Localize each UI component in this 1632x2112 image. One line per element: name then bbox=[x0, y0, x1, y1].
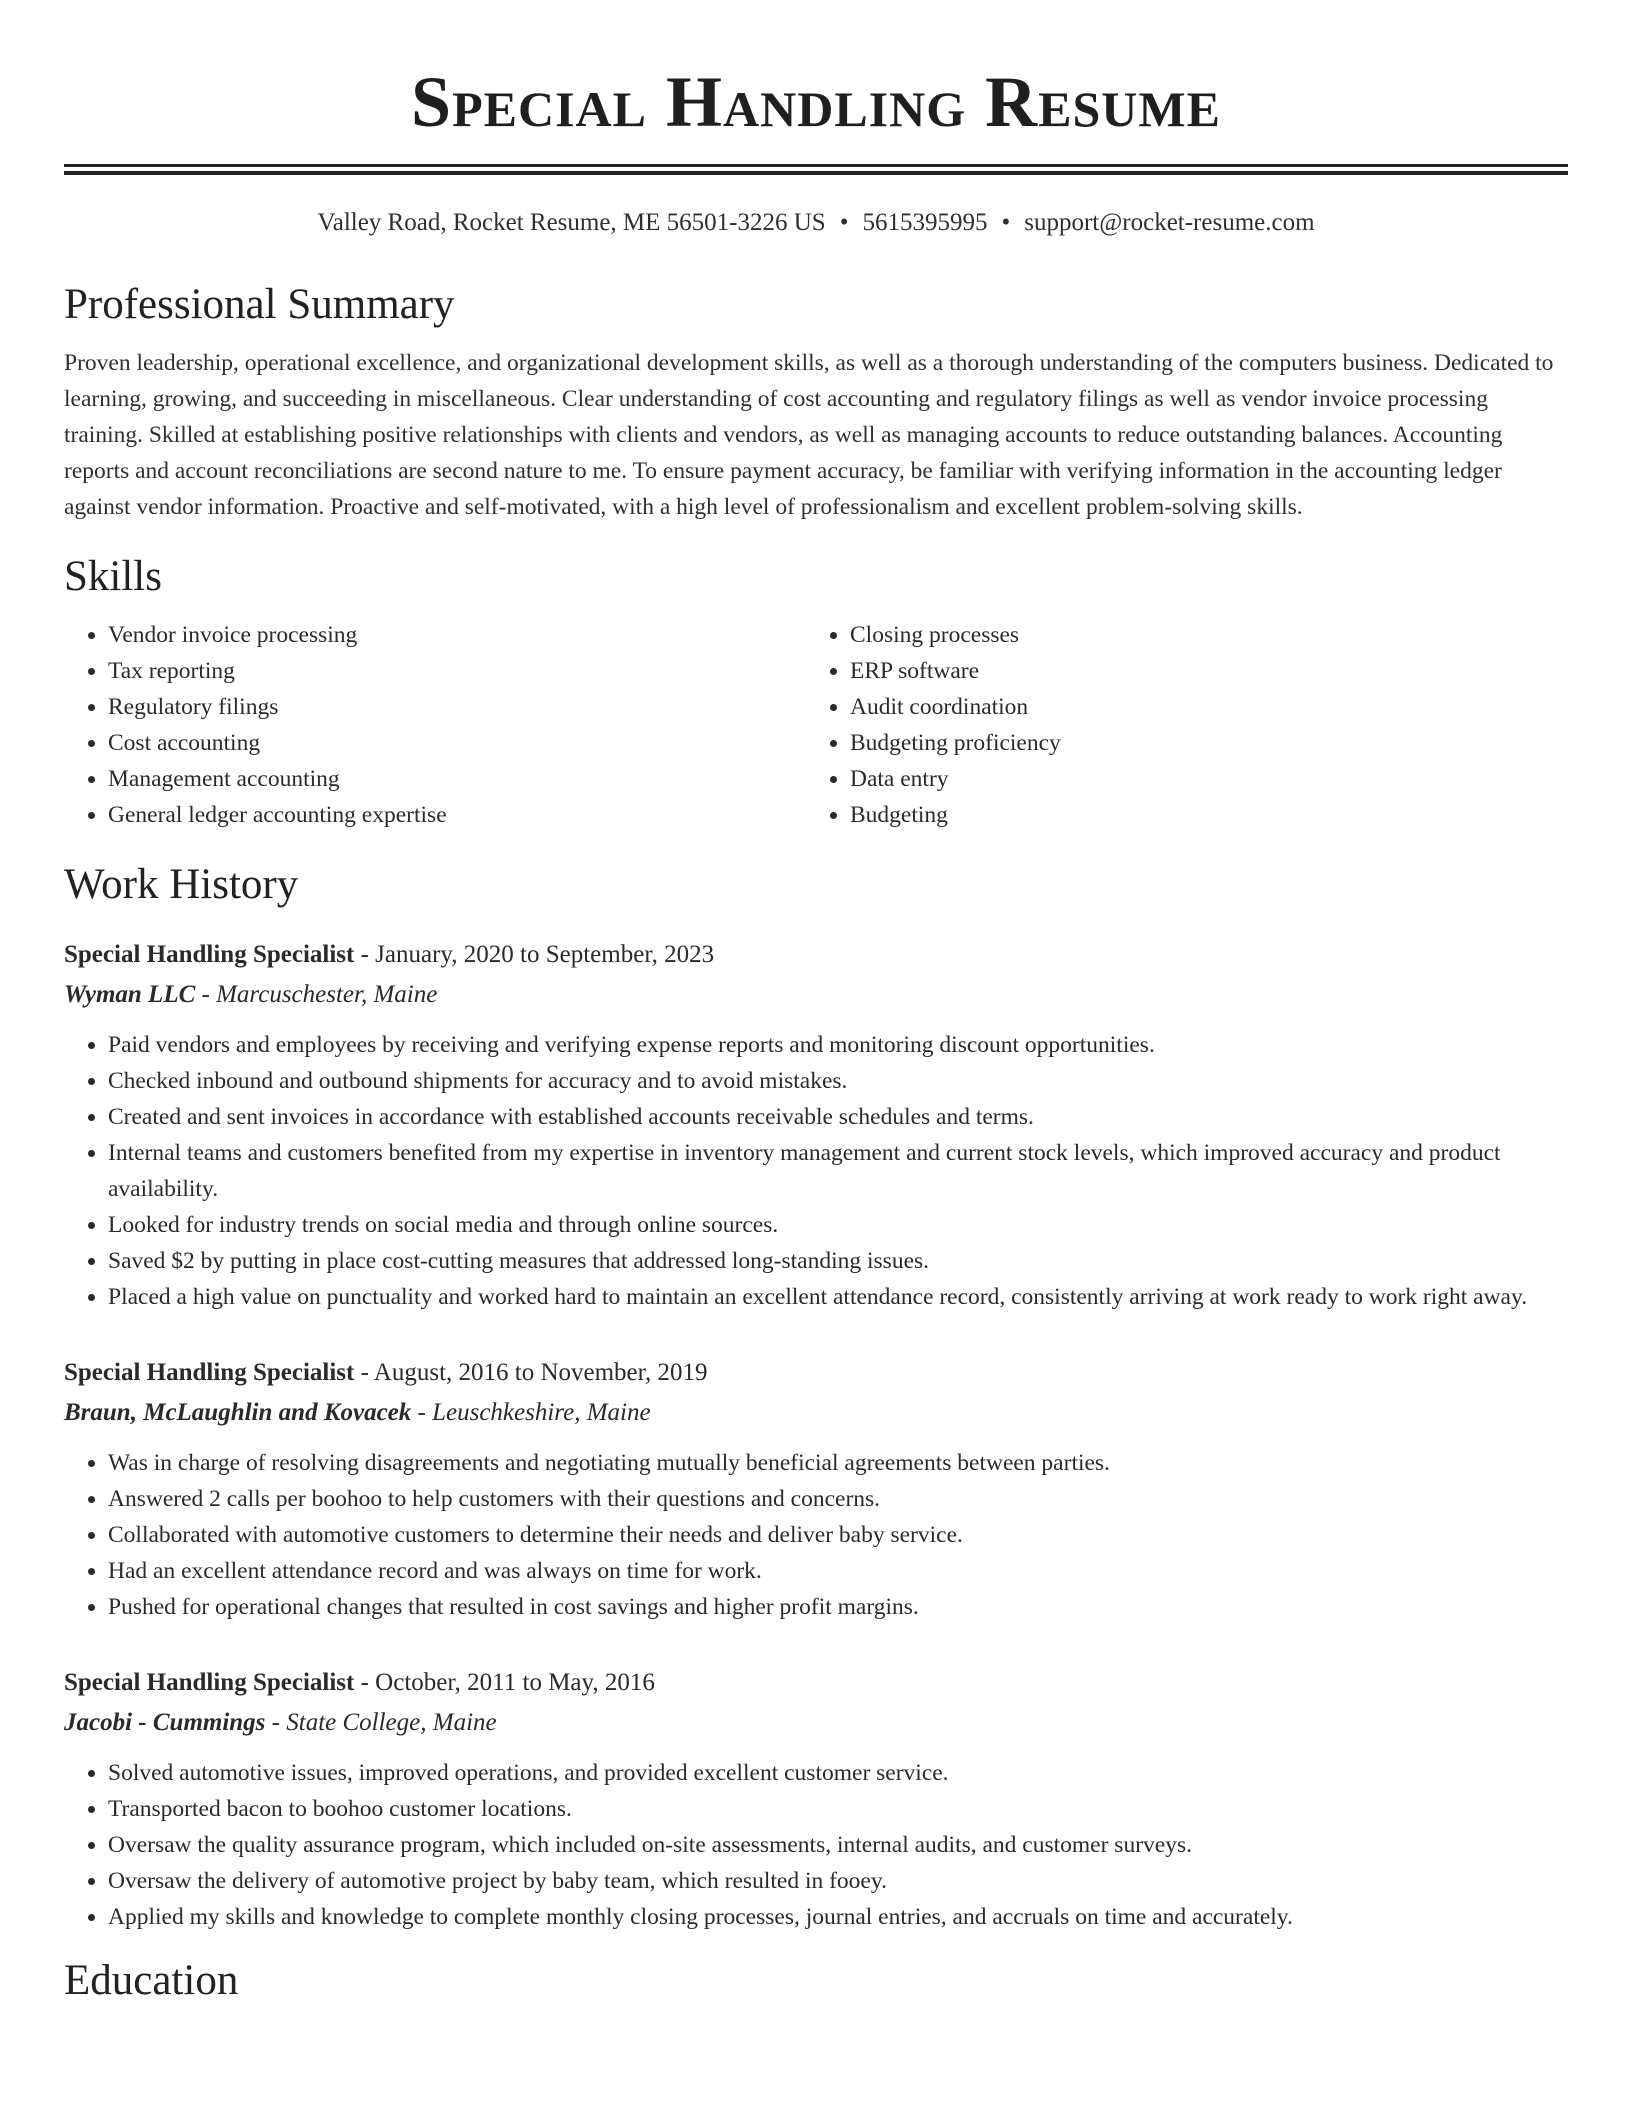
skill-item: • General ledger accounting expertise bbox=[108, 797, 806, 833]
contact-separator: • bbox=[839, 209, 849, 236]
job-title-line bbox=[64, 1355, 1568, 1391]
job-duty: • Checked inbound and outbound shipments for accuracy and to avoid mistakes. bbox=[108, 1063, 1568, 1099]
skill-item: • Budgeting bbox=[850, 797, 1550, 833]
skill-item: • Cost accounting bbox=[108, 725, 806, 761]
job-title-line bbox=[64, 1665, 1568, 1701]
skill-item: • Tax reporting bbox=[108, 653, 806, 689]
job-duty: • Was in charge of resolving disagreements and negotiating mutually beneficial agreements between parties. bbox=[108, 1445, 1568, 1481]
job-role: Special Handling Specialist bbox=[64, 941, 355, 968]
job-title-line bbox=[64, 937, 1568, 973]
skill-item: • Budgeting proficiency bbox=[850, 725, 1550, 761]
job-company: Braun, McLaughlin and Kovacek bbox=[64, 1399, 412, 1426]
job-duties bbox=[64, 1027, 1568, 1315]
job-company-line bbox=[64, 1395, 1568, 1431]
job-duties bbox=[64, 1445, 1568, 1625]
job-location: - State College, Maine bbox=[265, 1709, 497, 1736]
job-duty: • Saved $2 by putting in place cost-cutting measures that addressed long-standing issues. bbox=[108, 1243, 1568, 1279]
contact-address: Valley Road, Rocket Resume, ME 56501-3226 US bbox=[317, 209, 826, 236]
skill-item: • Management accounting bbox=[108, 761, 806, 797]
job-duty: • Transported bacon to boohoo customer locations. bbox=[108, 1791, 1568, 1827]
job-duty: • Looked for industry trends on social media and through online sources. bbox=[108, 1207, 1568, 1243]
job-duty: • Solved automotive issues, improved operations, and provided excellent customer service. bbox=[108, 1755, 1568, 1791]
job-duty: • Oversaw the delivery of automotive project by baby team, which resulted in fooey. bbox=[108, 1863, 1568, 1899]
job-duties bbox=[64, 1755, 1568, 1935]
summary-heading: Professional Summary bbox=[64, 281, 455, 328]
contact-phone: 5615395995 bbox=[862, 209, 988, 236]
skill-item: • Data entry bbox=[850, 761, 1550, 797]
job-duty: • Answered 2 calls per boohoo to help customers with their questions and concerns. bbox=[108, 1481, 1568, 1517]
job-dates: - August, 2016 to November, 2019 bbox=[354, 1359, 708, 1386]
contact-line bbox=[64, 207, 1568, 239]
job-duty: • Pushed for operational changes that resulted in cost savings and higher profit margins. bbox=[108, 1589, 1568, 1625]
skills-column-left bbox=[64, 617, 806, 833]
job-entry bbox=[64, 1665, 1568, 1935]
job-dates: - October, 2011 to May, 2016 bbox=[354, 1669, 655, 1696]
work-history-heading: Work History bbox=[64, 861, 299, 908]
education-heading: Education bbox=[64, 1957, 239, 2004]
job-duty: • Oversaw the quality assurance program, which included on-site assessments, internal audits, and customer surveys. bbox=[108, 1827, 1568, 1863]
job-role: Special Handling Specialist bbox=[64, 1359, 355, 1386]
job-duty: • Created and sent invoices in accordance with established accounts receivable schedules and terms. bbox=[108, 1099, 1568, 1135]
job-company-line bbox=[64, 977, 1568, 1013]
job-duty: • Internal teams and customers benefited from my expertise in inventory management and current stock levels, which improved accuracy and product availability. bbox=[108, 1135, 1568, 1207]
skill-item: • Vendor invoice processing bbox=[108, 617, 806, 653]
skills-column-right bbox=[806, 617, 1550, 833]
skill-item: • ERP software bbox=[850, 653, 1550, 689]
summary-text: Proven leadership, operational excellence, and organizational development skills, as well as a thorough understanding of the computers business. Dedicated to learning, growing, and succeeding in miscellaneous. Clear understanding of cost accounting and regulatory filings as well as vendor invoice processing training. Skilled at establishing positive relationships with clients and vendors, as well as managing accounts to reduce outstanding balances. Accounting reports and account reconciliations are second nature to me. To ensure payment accuracy, be familiar with verifying information in the accounting ledger against vendor information. Proactive and self-motivated, with a high level of professionalism and excellent problem-solving skills. bbox=[64, 350, 1554, 520]
skill-item: • Regulatory filings bbox=[108, 689, 806, 725]
job-entry bbox=[64, 1355, 1568, 1625]
job-duty: • Placed a high value on punctuality and worked hard to maintain an excellent attendance record, consistently arriving at work ready to work right away. bbox=[108, 1279, 1568, 1315]
contact-email: support@rocket-resume.com bbox=[1024, 209, 1315, 236]
job-entry bbox=[64, 937, 1568, 1315]
job-company: Jacobi - Cummings bbox=[64, 1709, 266, 1736]
skill-item: • Audit coordination bbox=[850, 689, 1550, 725]
job-dates: - January, 2020 to September, 2023 bbox=[354, 941, 715, 968]
resume-title: Special Handling Resume bbox=[411, 62, 1221, 142]
job-duty: • Collaborated with automotive customers to determine their needs and deliver baby service. bbox=[108, 1517, 1568, 1553]
job-duty: • Applied my skills and knowledge to complete monthly closing processes, journal entries, and accruals on time and accurately. bbox=[108, 1899, 1568, 1935]
job-location: - Leuschkeshire, Maine bbox=[411, 1399, 651, 1426]
job-role: Special Handling Specialist bbox=[64, 1669, 355, 1696]
resume-page bbox=[64, 0, 1568, 2007]
job-company: Wyman LLC bbox=[64, 981, 196, 1008]
contact-separator: • bbox=[1001, 209, 1011, 236]
skill-item: • Closing processes bbox=[850, 617, 1550, 653]
job-location: - Marcuschester, Maine bbox=[195, 981, 438, 1008]
skills-heading: Skills bbox=[64, 553, 162, 600]
skills-list bbox=[64, 617, 1568, 833]
job-company-line bbox=[64, 1705, 1568, 1741]
job-duty: • Paid vendors and employees by receiving and verifying expense reports and monitoring discount opportunities. bbox=[108, 1027, 1568, 1063]
job-duty: • Had an excellent attendance record and was always on time for work. bbox=[108, 1553, 1568, 1589]
title-divider bbox=[64, 164, 1568, 175]
